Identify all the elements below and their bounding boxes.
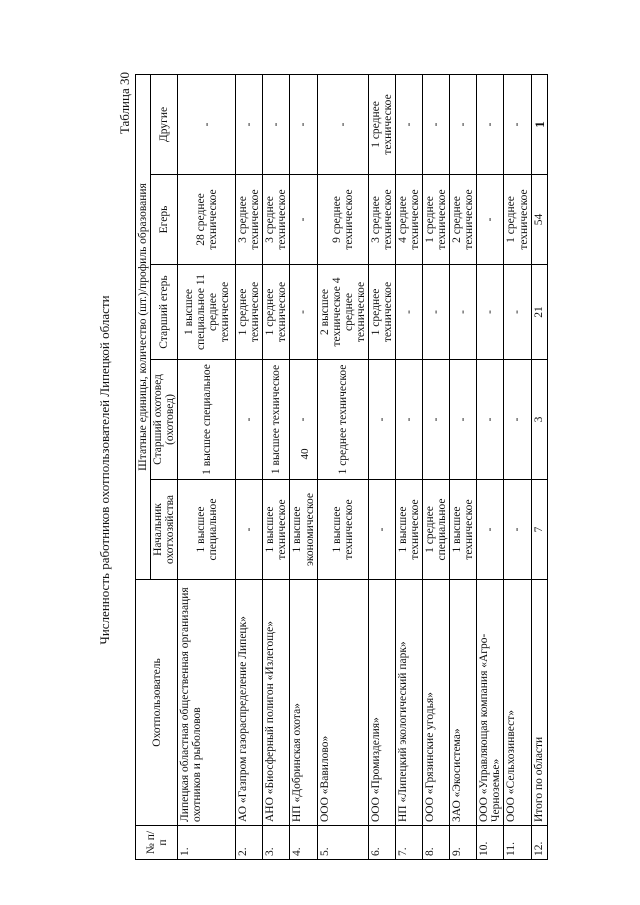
header-num: № п/п [136,826,178,860]
total-num: 12. [531,826,548,860]
row-huntsman: 1 среднее техническое [504,175,531,265]
row-senior-hunter: - [423,360,450,480]
row-other: - [290,74,317,174]
row-other: - [178,74,236,174]
row-senior-huntsman: - [477,265,504,360]
row-other: 1 среднее техническое [368,74,395,174]
header-other: Другие [151,74,178,174]
row-senior-hunter: - [236,360,263,480]
row-head: - [477,480,504,580]
row-name: АНО «Биосферный полигон «Излегоще» [263,580,290,826]
row-other: - [450,74,477,174]
total-senior-huntsman: 21 [531,265,548,360]
row-huntsman: 4 среднее техническое [395,175,422,265]
row-name: НП «Липецкий экологический парк» [395,580,422,826]
rotated-page-content [95,70,547,860]
row-senior-huntsman: 1 среднее техническое [236,265,263,360]
row-senior-huntsman: - [290,265,317,360]
row-huntsman: 9 среднее техническое [317,175,368,265]
row-senior-hunter: - [395,360,422,480]
row-senior-hunter: - [368,360,395,480]
row-senior-huntsman: - [504,265,531,360]
row-num: 8. [423,826,450,860]
row-other: - [236,74,263,174]
table-row [423,74,450,859]
header-huntsman: Егерь [151,175,178,265]
row-senior-hunter: - [477,360,504,480]
row-head: 1 высшее техническое [263,480,290,580]
row-head: - [368,480,395,580]
row-other: - [423,74,450,174]
row-senior-hunter: 1 среднее техническое [317,360,368,480]
row-huntsman: 3 среднее техническое [368,175,395,265]
row-senior-hunter: - [504,360,531,480]
total-other: 1 [531,74,548,174]
table-row [368,74,395,859]
total-senior-hunter: 3 [531,360,548,480]
row-name: АО «Газпром газораспределение Липецк» [236,580,263,826]
row-head: 1 среднее специальное [423,480,450,580]
row-huntsman: 28 среднее техническое [178,175,236,265]
row-senior-huntsman: 1 высшее специальное 11 среднее техническое [178,265,236,360]
table-row [477,74,504,859]
row-senior-hunter: 1 высшее специальное [178,360,236,480]
row-name: Липецкая областная общественная организация охотников и рыболовов [178,580,236,826]
header-head: Начальник охотхозяйства [151,480,178,580]
row-huntsman: 1 среднее техническое [423,175,450,265]
row-senior-huntsman: - [395,265,422,360]
row-senior-huntsman: 1 среднее техническое [368,265,395,360]
header-user: Охотпользователь [136,580,178,826]
row-other: - [317,74,368,174]
row-huntsman: - [290,175,317,265]
row-head: 1 высшее техническое [395,480,422,580]
row-head: 1 высшее специальное [178,480,236,580]
table-row [450,74,477,859]
row-name: ЗАО «Экосистема» [450,580,477,826]
header-row-1 [136,74,151,859]
row-senior-huntsman: 1 среднее техническое [263,265,290,360]
row-huntsman: 2 среднее техническое [450,175,477,265]
row-other: - [504,74,531,174]
table-row [178,74,236,859]
document-title: Численность работников охотпользователей Липецкой области [97,295,112,645]
table-row [395,74,422,859]
row-num: 4. [290,826,317,860]
row-senior-hunter: - [290,360,317,480]
row-num: 10. [477,826,504,860]
row-num: 2. [236,826,263,860]
page-number: 40 [299,448,311,460]
row-num: 3. [263,826,290,860]
table-number-label: Таблица 30 [117,72,132,135]
row-other: - [395,74,422,174]
row-other: - [263,74,290,174]
header-group: Штатные единицы, количество (шт.)/профиль образования [136,74,151,579]
row-num: 11. [504,826,531,860]
row-name: ООО «Управляющая компания «Агро-Черноземье» [477,580,504,826]
row-num: 9. [450,826,477,860]
row-senior-hunter: - [450,360,477,480]
total-name: Итого по области [531,580,548,826]
table-row [263,74,290,859]
row-name: ООО «Вавилово» [317,580,368,826]
row-huntsman: 3 среднее техническое [263,175,290,265]
row-senior-huntsman: 2 высшее техническое 4 среднее техническое [317,265,368,360]
total-huntsman: 54 [531,175,548,265]
row-head: - [504,480,531,580]
row-senior-hunter: 1 высшее техническое [263,360,290,480]
table-row [290,74,317,859]
row-name: НП «Добринская охота» [290,580,317,826]
row-other: - [477,74,504,174]
row-huntsman: 3 среднее техническое [236,175,263,265]
row-name: ООО «Грязинские угодья» [423,580,450,826]
row-name: ООО «Сельхозинвест» [504,580,531,826]
header-senior-huntsman: Старший егерь [151,265,178,360]
row-senior-huntsman: - [450,265,477,360]
row-num: 5. [317,826,368,860]
table-row [504,74,531,859]
row-num: 1. [178,826,236,860]
row-name: ООО «Промизделия» [368,580,395,826]
total-head: 7 [531,480,548,580]
row-head: - [236,480,263,580]
table-row [317,74,368,859]
staff-table [135,74,548,860]
row-head: 1 высшее техническое [450,480,477,580]
row-head: 1 высшее техническое [317,480,368,580]
row-num: 6. [368,826,395,860]
header-senior-hunter: Старший охотовед (охотовед) [151,360,178,480]
row-huntsman: - [477,175,504,265]
table-row [236,74,263,859]
row-num: 7. [395,826,422,860]
row-head: 1 высшее экономическое [290,480,317,580]
total-row [531,74,548,859]
row-senior-huntsman: - [423,265,450,360]
